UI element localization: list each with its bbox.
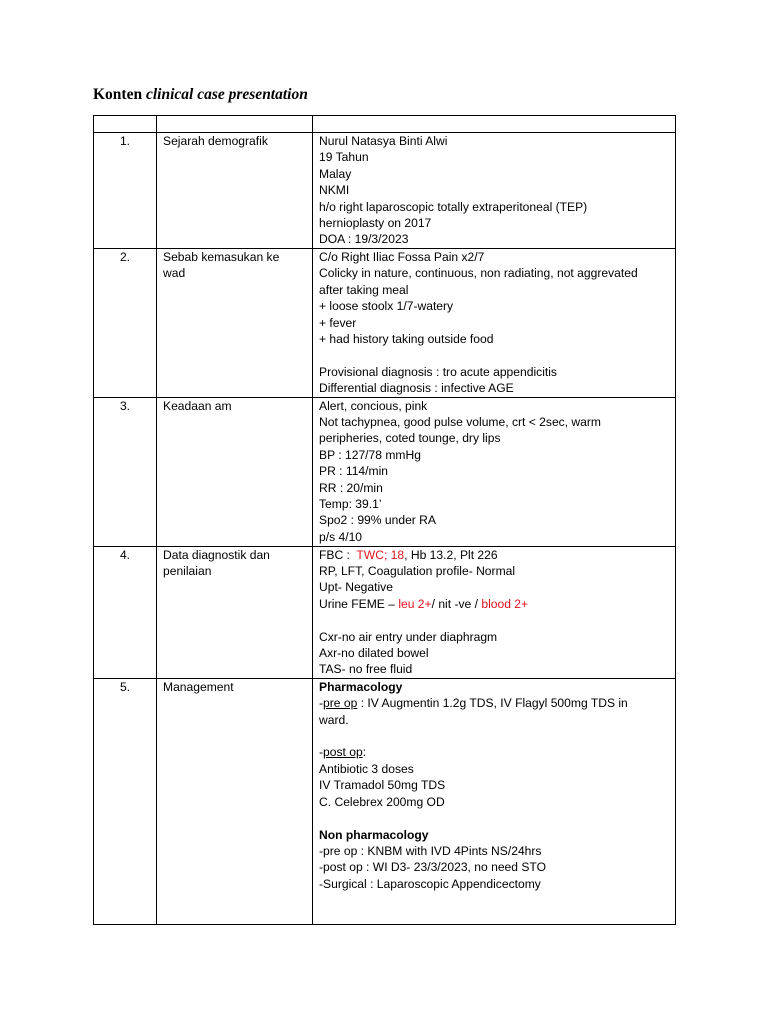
row-label	[157, 546, 313, 678]
content-line: ward.	[319, 712, 349, 727]
content-line: RP, LFT, Coagulation profile- Normal	[319, 564, 516, 579]
content-line: Differential diagnosis : infective AGE	[319, 381, 514, 396]
content-line: h/o right laparoscopic totally extraperitoneal (TEP)	[319, 199, 588, 214]
content-line: -Surgical : Laparoscopic Appendicectomy	[319, 876, 541, 891]
header-cell-num	[94, 116, 157, 133]
header-cell-label	[157, 116, 313, 133]
blank-line	[319, 728, 669, 744]
fbc-line	[319, 547, 669, 563]
row-label	[157, 249, 313, 398]
content-line: hernioplasty on 2017	[319, 216, 432, 231]
table-row	[94, 546, 676, 678]
urine-mid: / nit -ve /	[431, 596, 482, 611]
content-line: + had history taking outside food	[319, 332, 494, 347]
content-line: RR : 20/min	[319, 480, 383, 495]
postop-colon: :	[362, 745, 367, 760]
row-label-text: Data diagnostik dan	[163, 547, 270, 562]
title-italic: clinical case presentation	[145, 86, 308, 103]
row-label	[157, 397, 313, 546]
twc-value: TWC; 18	[356, 547, 405, 562]
blank-line	[319, 347, 669, 363]
content-line: Colicky in nature, continuous, non radiating, not aggrevated	[319, 266, 638, 281]
row-label	[157, 133, 313, 249]
row-number: 5.	[94, 678, 157, 924]
preop-line	[319, 695, 669, 711]
preop-dash: -	[319, 696, 324, 711]
pharmacology-heading: Pharmacology	[319, 679, 403, 694]
content-line: Axr-no dilated bowel	[319, 646, 429, 661]
content-line: Not tachypnea, good pulse volume, crt < 2sec, warm	[319, 415, 601, 430]
row-content	[313, 397, 676, 546]
content-line: Provisional diagnosis : tro acute appendicitis	[319, 364, 557, 379]
content-line: + fever	[319, 315, 357, 330]
content-line: Malay	[319, 166, 352, 181]
blank-line	[319, 612, 669, 628]
content-line: NKMI	[319, 183, 350, 198]
blood-value: blood 2+	[481, 596, 529, 611]
content-line: -pre op : KNBM with IVD 4Pints NS/24hrs	[319, 843, 542, 858]
row-number: 3.	[94, 397, 157, 546]
row-label-text: Sebab kemasukan ke	[163, 250, 280, 264]
urine-line	[319, 596, 669, 612]
row-number: 1.	[94, 133, 157, 249]
content-line: IV Tramadol 50mg TDS	[319, 778, 446, 793]
content-line: Temp: 39.1’	[319, 497, 382, 512]
table-row	[94, 133, 676, 249]
row-number: 2.	[94, 249, 157, 398]
content-line: peripheries, coted tounge, dry lips	[319, 431, 501, 446]
row-label	[157, 678, 313, 924]
row-content	[313, 546, 676, 678]
row-content	[313, 133, 676, 249]
content-line: Nurul Natasya Binti Alwi	[319, 134, 448, 148]
case-table	[93, 115, 676, 925]
content-line: Alert, concious, pink	[319, 398, 428, 413]
content-line: DOA : 19/3/2023	[319, 232, 409, 247]
fbc-rest: , Hb 13.2, Plt 226	[404, 547, 498, 562]
table-row	[94, 678, 676, 924]
leu-value: leu 2+	[398, 596, 432, 611]
row-label-text: Sejarah demografik	[163, 134, 268, 148]
row-label-text: wad	[163, 266, 186, 281]
blank-line	[319, 810, 669, 826]
fbc-prefix: FBC :	[319, 547, 357, 562]
postop-label: post op	[323, 745, 363, 760]
content-line: TAS- no free fluid	[319, 662, 413, 677]
content-line: + loose stoolx 1/7-watery	[319, 299, 454, 314]
preop-text: : IV Augmentin 1.2g TDS, IV Flagyl 500mg TDS in	[357, 696, 628, 711]
content-line: C. Celebrex 200mg OD	[319, 794, 445, 809]
row-label-text: Management	[163, 679, 234, 694]
non-pharmacology-heading: Non pharmacology	[319, 827, 429, 842]
content-line: Upt- Negative	[319, 580, 393, 595]
table-row	[94, 249, 676, 398]
urine-prefix: Urine FEME –	[319, 596, 399, 611]
page-title	[93, 86, 308, 104]
row-content	[313, 249, 676, 398]
content-line: Cxr-no air entry under diaphragm	[319, 629, 498, 644]
row-label-text: penilaian	[163, 564, 212, 579]
content-line: C/o Right Iliac Fossa Pain x2/7	[319, 250, 485, 264]
postop-line	[319, 744, 669, 760]
content-line: BP : 127/78 mmHg	[319, 447, 421, 462]
content-line: p/s 4/10	[319, 529, 363, 544]
row-content	[313, 678, 676, 924]
row-label-text: Keadaan am	[163, 398, 232, 413]
content-line: Antibiotic 3 doses	[319, 761, 414, 776]
content-line: PR : 114/min	[319, 464, 389, 479]
row-number: 4.	[94, 546, 157, 678]
postop-dash: -	[319, 745, 324, 760]
title-prefix: Konten	[93, 86, 143, 103]
table-row	[94, 397, 676, 546]
content-line: Spo2 : 99% under RA	[319, 513, 436, 528]
content-line: after taking meal	[319, 282, 409, 297]
header-row	[94, 116, 676, 133]
header-cell-content	[313, 116, 676, 133]
content-line: 19 Tahun	[319, 150, 369, 165]
preop-label: pre op	[323, 696, 358, 711]
content-line: -post op : WI D3- 23/3/2023, no need STO	[319, 860, 546, 875]
